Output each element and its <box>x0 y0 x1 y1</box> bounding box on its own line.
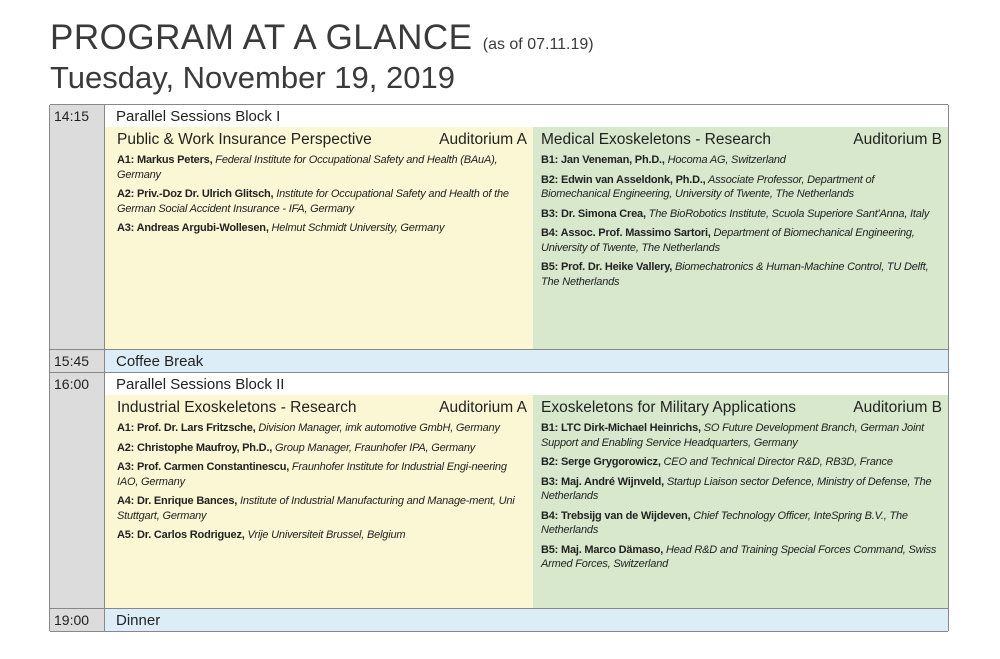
sessions <box>105 127 948 349</box>
title-text: PROGRAM AT A GLANCE <box>50 18 473 57</box>
session-title: Industrial Exoskeletons - Research <box>117 399 357 416</box>
affiliation: Chief Technology Officer, InteSpring B.V., The Netherlands <box>541 509 908 536</box>
session-room: Auditorium B <box>853 131 942 148</box>
speaker: A4: Dr. Enrique Bances, <box>117 495 238 507</box>
affiliation: The BioRobotics Institute, Scuola Superiore Sant'Anna, Italy <box>645 207 930 220</box>
talk-item <box>117 460 527 489</box>
speaker: B3: Dr. Simona Crea, <box>541 207 646 220</box>
time-label: 19:00 <box>54 612 90 628</box>
page-date: Tuesday, November 19, 2019 <box>50 60 455 95</box>
time-cell <box>50 373 105 608</box>
talk-item <box>541 207 942 222</box>
talk-item <box>541 226 942 255</box>
talk-item <box>117 187 527 216</box>
session-header <box>541 131 942 149</box>
break-bar <box>105 350 948 372</box>
talk-item <box>117 421 527 436</box>
schedule-row <box>50 105 948 350</box>
time-label: 14:15 <box>54 108 90 124</box>
affiliation: Institute for Occupational Safety and Health of the German Social Accident Insurance - IFA, Germany <box>117 188 509 215</box>
affiliation: Vrije Universiteit Brussel, Belgium <box>244 529 406 541</box>
affiliation: Division Manager, imk automotive GmbH, Germany <box>255 422 500 434</box>
affiliation: CEO and Technical Director R&D, RB3D, France <box>660 456 893 468</box>
talk-item <box>117 153 527 182</box>
talk-item <box>117 528 527 543</box>
session-title: Exoskeletons for Military Applications <box>541 399 797 416</box>
speaker: A5: Dr. Carlos Rodriguez, <box>117 529 245 541</box>
talk-item <box>541 543 942 572</box>
dinner-bar <box>105 609 948 631</box>
speaker: A2: Priv.-Doz Dr. Ulrich Glitsch, <box>117 188 274 200</box>
affiliation: Group Manager, Fraunhofer IPA, Germany <box>272 441 476 454</box>
affiliation: SO Future Development Branch, German Joint Support and Enabling Service Headquarters, Germany <box>541 422 924 449</box>
session-a <box>105 127 533 349</box>
speaker: B5: Prof. Dr. Heike Vallery, <box>541 261 673 273</box>
session-b <box>533 127 948 349</box>
session-room: Auditorium B <box>853 399 942 416</box>
talk-item <box>541 173 942 202</box>
affiliation: Helmut Schmidt University, Germany <box>268 222 445 234</box>
block-label: Parallel Sessions Block II <box>116 376 285 393</box>
speaker: B1: Jan Veneman, Ph.D., <box>541 154 665 166</box>
affiliation: Federal Institute for Occupational Safety and Health (BAuA), Germany <box>117 154 498 181</box>
talk-item <box>541 421 942 450</box>
speaker: B2: Serge Grygorowicz, <box>541 456 661 468</box>
speaker: B1: LTC Dirk-Michael Heinrichs, <box>541 422 701 434</box>
session-a <box>105 395 533 608</box>
page-title <box>50 18 594 58</box>
schedule-table <box>50 104 948 632</box>
affiliation: Hocoma AG, Switzerland <box>664 154 786 166</box>
affiliation: Head R&D and Training Special Forces Command, Swiss Armed Forces, Switzerland <box>541 543 937 570</box>
schedule-row <box>50 373 948 609</box>
talk-item <box>541 153 942 168</box>
talk-item <box>541 475 942 504</box>
block-label: Dinner <box>116 612 161 629</box>
session-header <box>117 399 527 417</box>
as-of-note: (as of 07.11.19) <box>482 36 594 53</box>
session-header <box>117 131 527 149</box>
block-label: Parallel Sessions Block I <box>116 108 281 125</box>
session-room: Auditorium A <box>439 131 527 148</box>
schedule-row <box>50 350 948 373</box>
speaker: B3: Maj. André Wijnveld, <box>541 475 665 488</box>
speaker: A3: Andreas Argubi-Wollesen, <box>117 222 269 234</box>
time-label: 16:00 <box>54 376 90 392</box>
affiliation: Associate Professor, Department of Biomechanical Engineering, University of Twente, The Netherlands <box>541 173 875 200</box>
speaker: B2: Edwin van Asseldonk, Ph.D., <box>541 173 706 186</box>
talk-item <box>117 441 527 456</box>
affiliation: Biomechatronics & Human-Machine Control, TU Delft, The Netherlands <box>541 261 929 288</box>
session-title: Public & Work Insurance Perspective <box>117 131 372 148</box>
speaker: A1: Markus Peters, <box>117 154 213 166</box>
session-b <box>533 395 948 608</box>
talk-item <box>541 509 942 538</box>
speaker: B4: Trebsijg van de Wijdeven, <box>541 509 691 522</box>
affiliation: Startup Liaison sector Defence, Ministry of Defense, The Netherlands <box>541 475 932 502</box>
session-header <box>541 399 942 417</box>
speaker: A1: Prof. Dr. Lars Fritzsche, <box>117 422 256 434</box>
schedule-row <box>50 609 948 631</box>
time-cell <box>50 609 105 631</box>
session-title: Medical Exoskeletons - Research <box>541 131 772 148</box>
block-label: Coffee Break <box>116 353 204 370</box>
talk-item <box>117 221 527 236</box>
affiliation: Institute of Industrial Manufacturing and Manage-ment, Uni Stuttgart, Germany <box>117 495 515 522</box>
talk-item <box>117 494 527 523</box>
speaker: A3: Prof. Carmen Constantinescu, <box>117 461 290 473</box>
talk-item <box>541 260 942 289</box>
talk-item <box>541 455 942 470</box>
speaker: B4: Assoc. Prof. Massimo Sartori, <box>541 227 711 239</box>
time-label: 15:45 <box>54 353 90 369</box>
speaker: B5: Maj. Marco Dämaso, <box>541 543 664 556</box>
affiliation: Department of Biomechanical Engineering, University of Twente, The Netherlands <box>541 227 915 254</box>
time-cell <box>50 350 105 372</box>
session-room: Auditorium A <box>439 399 527 416</box>
sessions <box>105 395 948 608</box>
time-cell <box>50 105 105 349</box>
affiliation: Fraunhofer Institute for Industrial Engi-neering IAO, Germany <box>117 461 507 488</box>
speaker: A2: Christophe Maufroy, Ph.D., <box>117 441 273 454</box>
